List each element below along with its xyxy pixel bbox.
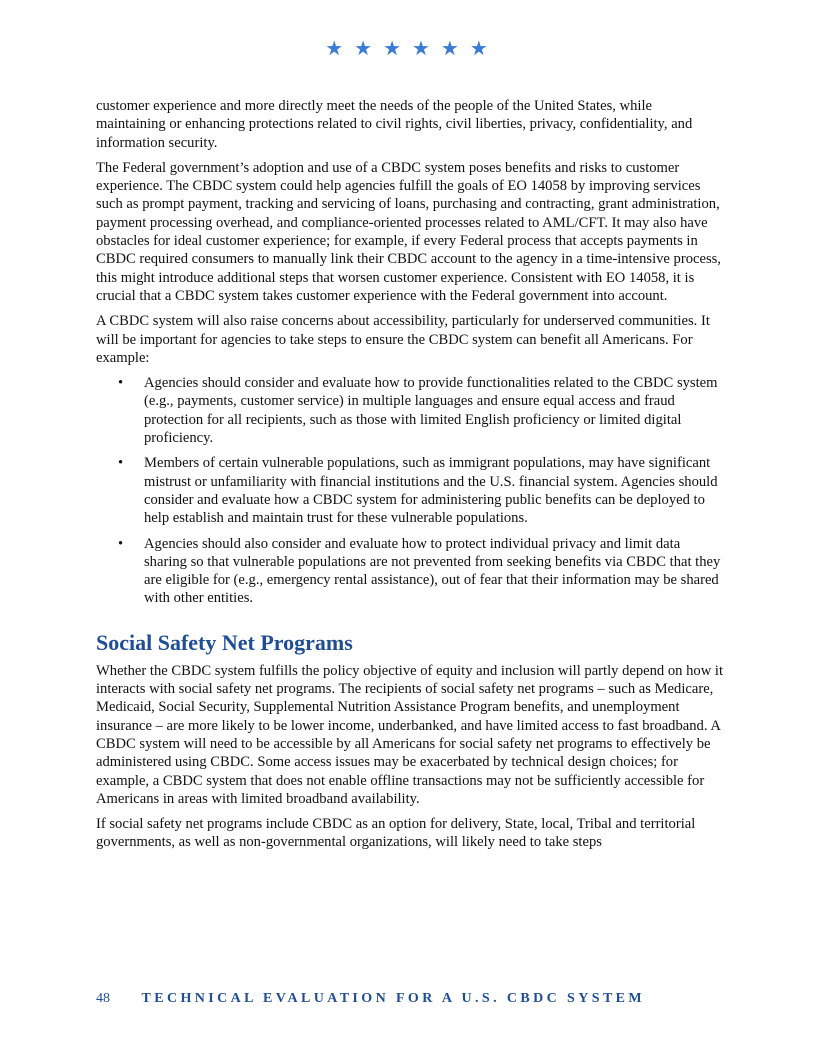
paragraph: The Federal government’s adoption and use of a CBDC system poses benefits and risks to customer experience. The CBDC system could help agencies fulfill the goals of EO 14058 by improving services such as prompt payment, tracking and servicing of loans, purchasing and contracting, grant administration, payment processing overhead, and compliance-oriented processes related to AML/CFT. It may also have obstacles for ideal customer experience; for example, if every Federal process that accepts payments in CBDC required consumers to manually link their CBDC account to the agency in a time-intensive process, this might introduce additional steps that worsen customer experience. Consistent with EO 14058, it is crucial that a CBDC system takes customer experience with the Federal government into account. [96, 159, 721, 304]
paragraph: A CBDC system will also raise concerns about accessibility, particularly for underserved communities. It will be important for agencies to take steps to ensure the CBDC system can benefit all Americans. For example: [96, 313, 710, 366]
list-item-text: Members of certain vulnerable populations, such as immigrant populations, may have significant mistrust or unfamiliarity with financial institutions and the U.S. financial system. Agencies should consider and evaluate how a CBDC system for administering public benefits can be deployed to help establish and maintain trust for these vulnerable populations. [144, 455, 718, 527]
page-footer [96, 991, 645, 1007]
list-item [96, 454, 724, 527]
bullet-list [96, 374, 724, 608]
section-heading: Social Safety Net Programs [96, 629, 353, 655]
bullet-marker: • [118, 455, 124, 472]
bullet-marker: • [118, 535, 124, 552]
list-item-text: Agencies should also consider and evaluate how to protect individual privacy and limit data sharing so that vulnerable populations are not prevented from seeking benefits via CBDC that they are eligible for (e.g., emergency rental assistance), out of fear that their information may be shared with other entities. [144, 535, 721, 607]
page-number: 48 [96, 991, 110, 1006]
bullet-marker: • [118, 375, 124, 392]
page-body [96, 97, 724, 859]
list-item [96, 535, 724, 608]
document-title: TECHNICAL EVALUATION FOR A U.S. CBDC SYSTEM [141, 991, 646, 1006]
list-item-text: Agencies should consider and evaluate how to provide functionalities related to the CBDC system (e.g., payments, customer service) in multiple languages and ensure equal access and fraud protection for all recipients, such as those with limited English proficiency or limited digital proficiency. [144, 375, 718, 447]
paragraph: Whether the CBDC system fulfills the policy objective of equity and inclusion will partly depend on how it interacts with social safety net programs. The recipients of social safety net programs – such as Medicare, Medicaid, Social Security, Supplemental Nutrition Assistance Program benefits, and unemployment insurance – are more likely to be lower income, underbanked, and have limited access to fast broadband. A CBDC system will need to be accessible by all Americans for social safety net programs to effectively be administered using CBDC. Some access issues may be exacerbated by technical design choices; for example, a CBDC system that does not enable offline transactions may not be sufficiently accessible for Americans in areas with limited broadband availability. [96, 662, 724, 807]
paragraph: customer experience and more directly meet the needs of the people of the United States, while maintaining or enhancing protections related to civil rights, civil liberties, privacy, confidentiality, and information security. [96, 98, 693, 151]
header-stars-decoration: ★★★★★★ [325, 36, 499, 60]
paragraph: If social safety net programs include CBDC as an option for delivery, State, local, Tribal and territorial governments, as well as non-governmental organizations, will likely need to take steps [96, 816, 696, 851]
list-item [96, 374, 724, 447]
